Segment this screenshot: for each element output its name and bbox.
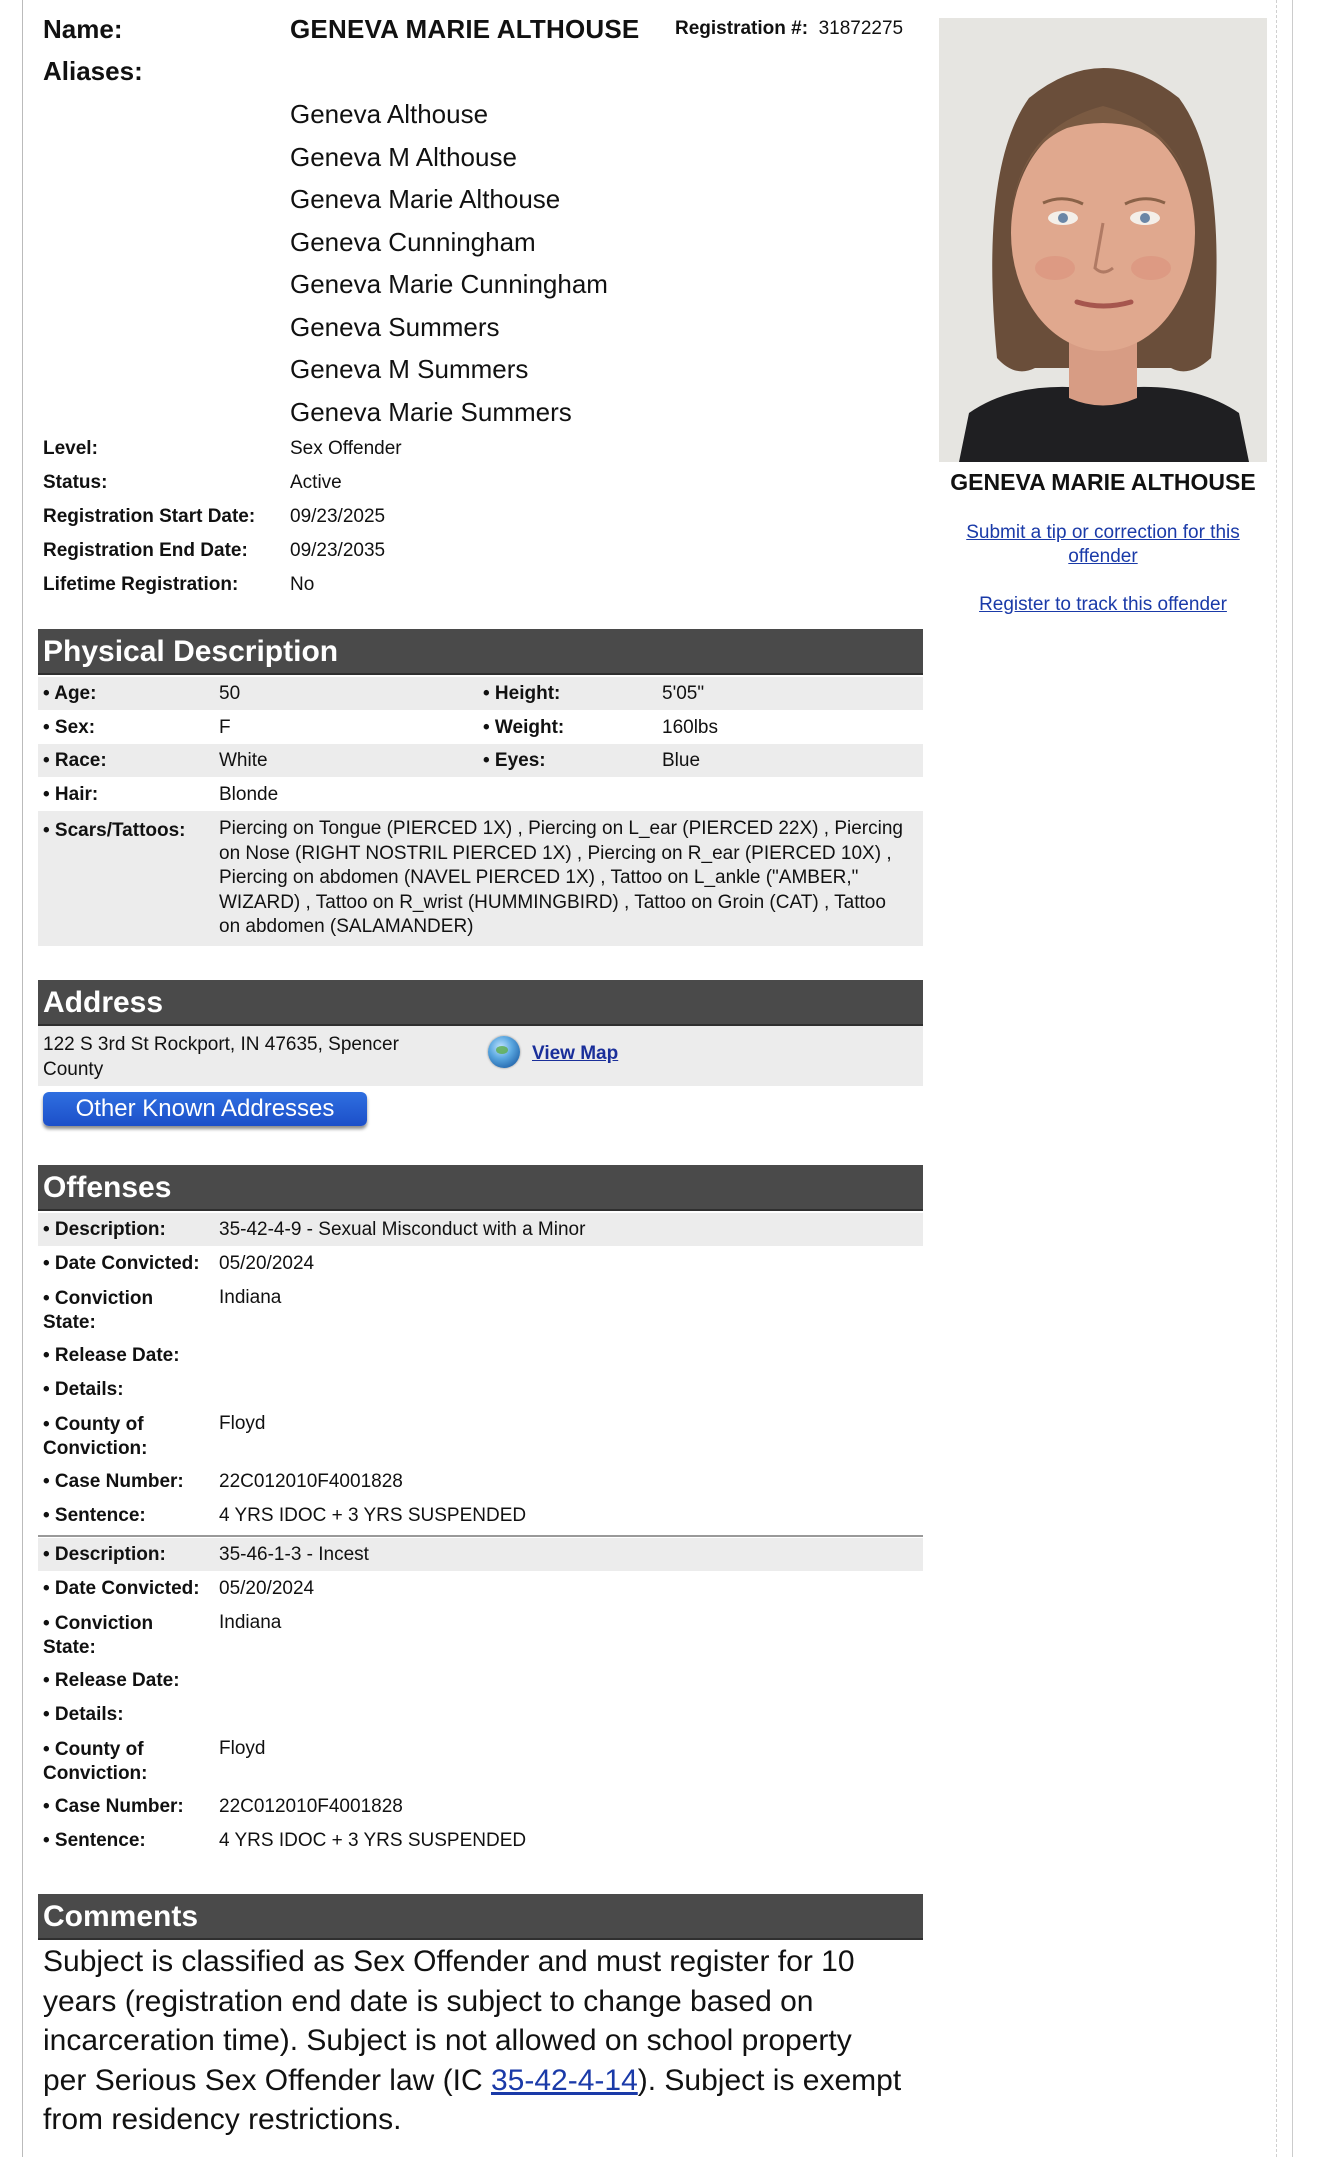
address-header: Address (38, 980, 923, 1026)
alias-item: Geneva M Althouse (290, 141, 517, 172)
comments-header: Comments (38, 1894, 923, 1940)
height-value: 5'05" (662, 683, 705, 704)
portrait-image (939, 18, 1267, 462)
offense-row-details (38, 1372, 923, 1406)
page-border-left (22, 0, 23, 2157)
offense-row-description (38, 1538, 923, 1571)
offense-value: 05/20/2024 (219, 1578, 315, 1599)
submit-tip-link[interactable]: Submit a tip or correction for this offender (966, 522, 1240, 567)
info-value: Sex Offender (290, 438, 402, 459)
registration-label: Registration #: (675, 18, 809, 39)
eyes-value: Blue (662, 750, 701, 771)
info-value: No (290, 574, 315, 595)
weight-label: • Weight: (483, 717, 565, 738)
info-value: 09/23/2025 (290, 506, 386, 527)
offense-row-case-number (38, 1789, 923, 1823)
aliases-list (290, 98, 608, 438)
offense-row-conviction-state (38, 1280, 923, 1338)
registration-value: 31872275 (818, 18, 904, 39)
weight-value: 160lbs (662, 717, 718, 738)
hair-value: Blonde (219, 784, 279, 805)
scars-value: Piercing on Tongue (PIERCED 1X) , Piercing on L_ear (PIERCED 22X) , Piercing on Nose (RIGHT NOSTRIL PIERCED 1X) , Piercing on R_ear (PIERCED 10X) , Piercing on abdomen (NAVEL PIERCED 1X) , Tattoo on L_ankle ("AMBER," WIZARD) , Tattoo on R_wrist (HUMMINGBIRD) , Tattoo on Groin (CAT) , Tattoo on abdomen (SALAMANDER) (219, 818, 903, 937)
info-value: 09/23/2035 (290, 540, 386, 561)
alias-item: Geneva Cunningham (290, 226, 536, 257)
offense-row-release-date (38, 1338, 923, 1372)
offense-row-conviction-state (38, 1605, 923, 1663)
offender-name: GENEVA MARIE ALTHOUSE (290, 14, 640, 44)
info-label: Registration Start Date: (43, 506, 256, 527)
other-known-addresses-button[interactable]: Other Known Addresses (43, 1092, 367, 1126)
offense-label: • Date Convicted: (43, 1253, 200, 1274)
info-label: Level: (43, 438, 98, 459)
offense-label: • County of Conviction: (43, 1414, 148, 1459)
offense-label: • Case Number: (43, 1471, 184, 1492)
page-border-right (1292, 0, 1293, 2157)
offense-label: • Date Convicted: (43, 1578, 200, 1599)
sex-value: F (219, 717, 231, 738)
address-row (38, 1026, 923, 1086)
offender-details (38, 0, 923, 2136)
alias-item: Geneva Summers (290, 311, 500, 342)
offense-value: Floyd (219, 1413, 266, 1434)
offense-row-date-convicted (38, 1571, 923, 1605)
registration-number (675, 18, 903, 40)
offense-row-release-date (38, 1663, 923, 1697)
comment-text-before: Subject is classified as Sex Offender and must register for 10 years (registration end date is subject to change based on incarceration time). Subject is not allowed on school property per Serious Sex Offender law (IC (43, 1945, 855, 2097)
offense-label: • Details: (43, 1379, 124, 1400)
photo-caption: GENEVA MARIE ALTHOUSE (950, 469, 1256, 495)
offense-row-details (38, 1697, 923, 1731)
alias-item: Geneva Althouse (290, 99, 489, 129)
info-label: Lifetime Registration: (43, 574, 239, 595)
offenses-header: Offenses (38, 1165, 923, 1211)
offender-photo (939, 18, 1267, 462)
offense-value: Floyd (219, 1738, 266, 1759)
offense-label: • Release Date: (43, 1670, 180, 1691)
alias-item: Geneva Marie Summers (290, 396, 572, 427)
globe-icon[interactable] (488, 1036, 520, 1068)
physical-description-header: Physical Description (38, 629, 923, 675)
offense-row-case-number (38, 1464, 923, 1498)
offense-row-county (38, 1406, 923, 1464)
offense-label: • Release Date: (43, 1345, 180, 1366)
sex-label: • Sex: (43, 717, 96, 738)
offense-label: • Conviction State: (43, 1613, 154, 1658)
age-label: • Age: (43, 683, 97, 704)
offense-value: Indiana (219, 1287, 282, 1308)
address-text: 122 S 3rd St Rockport, IN 47635, Spencer County (43, 1034, 399, 1080)
info-label: Registration End Date: (43, 540, 248, 561)
offense-value: 35-46-1-3 - Incest (219, 1544, 369, 1565)
hair-label: • Hair: (43, 784, 99, 805)
alias-item: Geneva Marie Althouse (290, 184, 561, 214)
offense-row-county (38, 1731, 923, 1789)
physical-row-sex-weight (38, 710, 923, 744)
physical-row-hair (38, 777, 923, 811)
comments-text (43, 1942, 903, 2140)
offense-value: 22C012010F4001828 (219, 1471, 403, 1492)
offense-label: • Conviction State: (43, 1288, 154, 1333)
name-label: Name: (43, 14, 123, 44)
offense-label: • Sentence: (43, 1505, 146, 1526)
comment-text-after: ). Subject is exempt from residency restrictions. (43, 2063, 902, 2136)
offense-row-date-convicted (38, 1246, 923, 1280)
statute-link[interactable]: 35-42-4-14 (490, 2063, 638, 2097)
info-label: Status: (43, 472, 108, 493)
race-label: • Race: (43, 750, 107, 771)
offense-value: 4 YRS IDOC + 3 YRS SUSPENDED (219, 1505, 527, 1526)
offense-value: Indiana (219, 1612, 282, 1633)
offense-label: • Description: (43, 1219, 166, 1240)
offense-label: • Sentence: (43, 1830, 146, 1851)
race-value: White (219, 750, 268, 771)
offense-row-sentence (38, 1498, 923, 1534)
offense-label: • Description: (43, 1544, 166, 1565)
offense-label: • County of Conviction: (43, 1739, 148, 1784)
register-track-link[interactable]: Register to track this offender (979, 594, 1227, 615)
aliases-label: Aliases: (43, 56, 143, 86)
page-border-dashed (1276, 0, 1277, 2157)
height-label: • Height: (483, 683, 561, 704)
alias-item: Geneva Marie Cunningham (290, 269, 608, 299)
offense-row-sentence (38, 1823, 923, 1857)
info-value: Active (290, 472, 342, 493)
offense-value: 05/20/2024 (219, 1253, 315, 1274)
offense-divider (38, 1535, 923, 1537)
offense-label: • Case Number: (43, 1796, 184, 1817)
name-row (38, 0, 923, 58)
offense-label: • Details: (43, 1704, 124, 1725)
offense-value: 4 YRS IDOC + 3 YRS SUSPENDED (219, 1830, 527, 1851)
eyes-label: • Eyes: (483, 750, 546, 771)
offense-value: 22C012010F4001828 (219, 1796, 403, 1817)
physical-row-race-eyes (38, 744, 923, 777)
offense-row-description (38, 1213, 923, 1246)
physical-row-scars (38, 811, 923, 946)
physical-row-age-height (38, 677, 923, 710)
age-value: 50 (219, 683, 241, 704)
view-map-link[interactable]: View Map (532, 1043, 619, 1064)
alias-item: Geneva M Summers (290, 354, 529, 384)
offense-value: 35-42-4-9 - Sexual Misconduct with a Minor (219, 1219, 586, 1240)
scars-label: • Scars/Tattoos: (43, 820, 186, 841)
